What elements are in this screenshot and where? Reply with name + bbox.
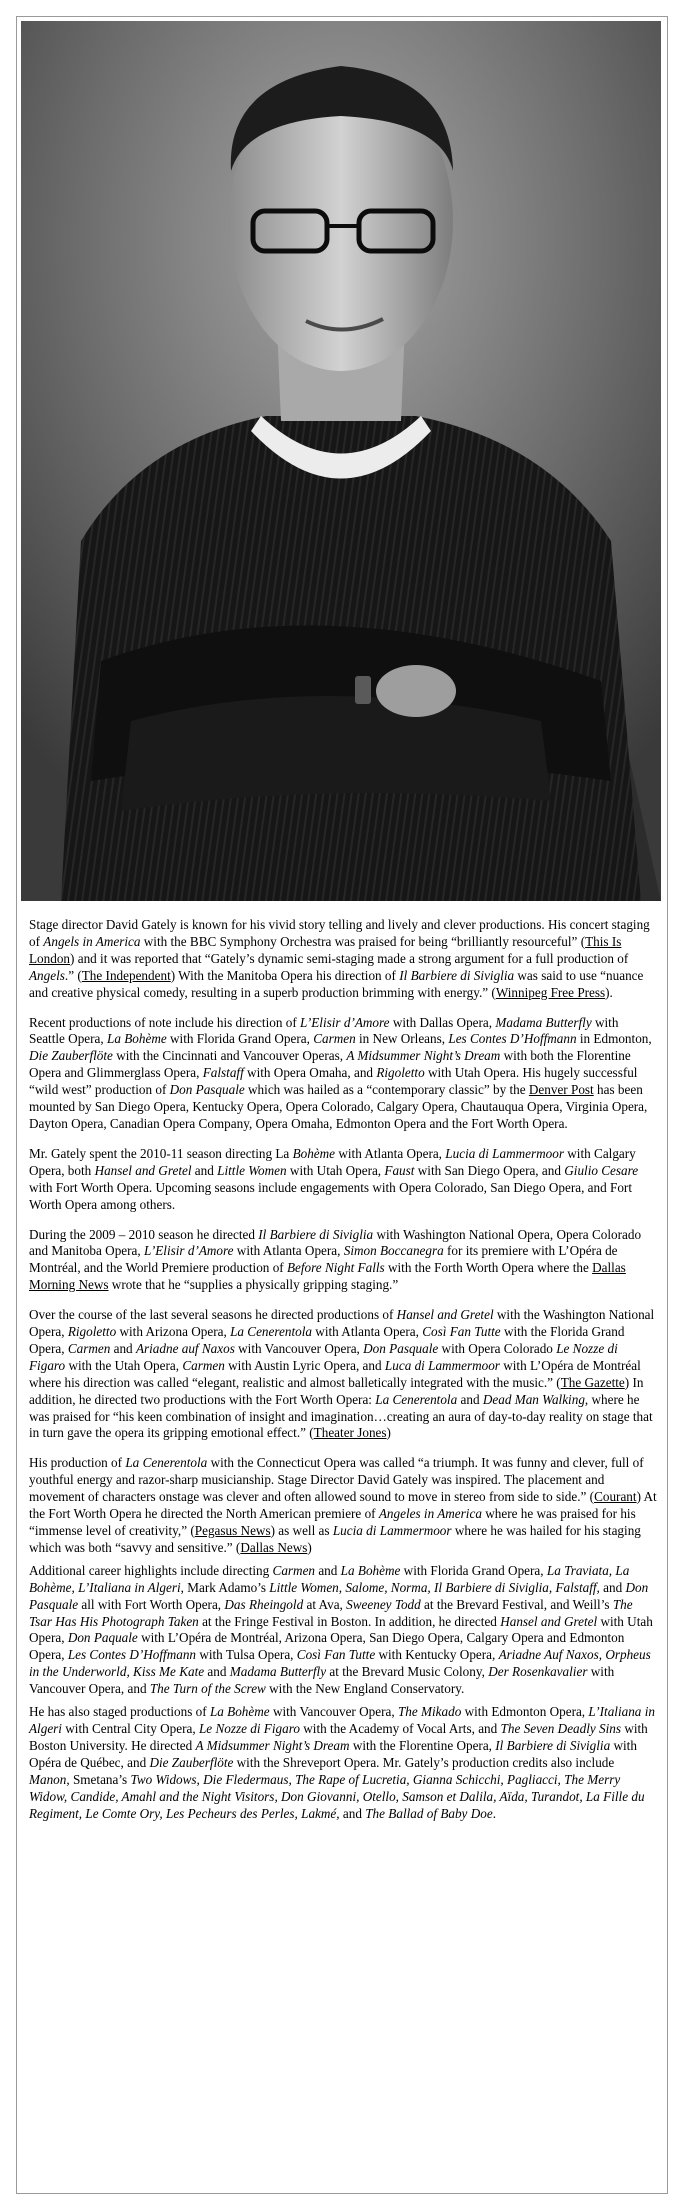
text-run: ) With the Manitoba Opera his direction of [170, 967, 400, 983]
text-run: with Kentucky Opera, [375, 1647, 499, 1663]
text-run: with Calgary Opera, both [29, 1145, 636, 1178]
text-run: and [110, 1340, 136, 1356]
text-run: with both the Florentine Opera and Glimmerglass Opera, [29, 1048, 631, 1081]
source-link[interactable]: Courant [594, 1489, 637, 1505]
text-run: with L’Opéra de Montréal, Arizona Opera, San Diego Opera, Calgary Opera and Edmonton Opera, [29, 1630, 625, 1663]
title-italic: Les Contes D’Hoffmann [448, 1031, 577, 1047]
text-run: at the Brevard Music Colony, [326, 1664, 489, 1680]
text-run: at Ava, [303, 1596, 347, 1612]
title-italic: Il Barbiere di Siviglia [258, 1226, 374, 1242]
text-run: with Tulsa Opera, [196, 1647, 297, 1663]
text-run: with Atlanta Opera, [233, 1243, 344, 1259]
text-run: with Central City Opera, [61, 1720, 199, 1736]
title-italic: Le Nozze di Figaro [29, 1340, 618, 1373]
portrait-illustration [21, 21, 661, 901]
text-run: with Florida Grand Opera, [166, 1031, 314, 1047]
text-run: , Mark Adamo’s [180, 1579, 270, 1595]
text-run: ) At the Fort Worth Opera he directed the North American premiere of [29, 1489, 657, 1522]
title-italic: Faust [384, 1162, 415, 1178]
title-italic: La Cenerentola [125, 1455, 208, 1471]
title-italic: The Seven Deadly Sins [500, 1720, 622, 1736]
text-run: with Fort Worth Opera. Upcoming seasons include engagements with Opera Colorado, San Diego Opera, and Fort Worth Opera among others. [29, 1179, 632, 1212]
text-run: with Austin Lyric Opera, and [224, 1357, 385, 1373]
text-run: Additional career highlights include directing [29, 1562, 273, 1578]
portrait-photo [21, 21, 661, 901]
title-italic: A Midsummer Night’s Dream [195, 1737, 350, 1753]
title-italic: La Bohème [209, 1704, 270, 1720]
text-run: was said to use “nuance and creative physical comedy, resulting in a superb production brimming with energy.” ( [29, 967, 644, 1000]
text-run: in New Orleans, [355, 1031, 449, 1047]
title-italic: L’Elisir d’Amore [144, 1243, 234, 1259]
title-italic: Hansel and Gretel [396, 1307, 494, 1323]
title-italic: La Cenerentola [230, 1324, 312, 1340]
title-italic: Little Women, Salome, Norma, Il Barbiere di Siviglia, Falstaff, [269, 1579, 600, 1595]
bio-paragraph-8 [29, 1704, 657, 1822]
text-run: with Boston University. He directed [29, 1720, 648, 1753]
source-link[interactable]: Theater Jones [313, 1425, 387, 1441]
title-italic: Così Fan Tutte [296, 1647, 376, 1663]
source-link[interactable]: The Gazette [560, 1374, 625, 1390]
bio-paragraph-6 [29, 1455, 657, 1556]
title-italic: Das Rheingold [224, 1596, 304, 1612]
text-run: has been mounted by San Diego Opera, Kentucky Opera, Opera Colorado, Calgary Opera, Chautauqua Opera, Virginia Opera, Dayton Opera, Canadian Opera Company, Opera Omaha, Edmonton Opera and the Fort Worth Opera. [29, 1082, 648, 1131]
bio-paragraph-3 [29, 1146, 657, 1214]
text-run: with L’Opéra de Montréal where his direction was called “elegant, realistic and almost balletically integrated with the music.” ( [29, 1357, 641, 1390]
title-italic: Der Rosenkavalier [488, 1664, 588, 1680]
title-italic: Carmen [67, 1340, 111, 1356]
title-italic: The Mikado [397, 1704, 462, 1720]
title-italic: Madama Butterfly [495, 1014, 592, 1030]
text-run: with the Utah Opera, [65, 1357, 183, 1373]
source-link[interactable]: Pegasus News [194, 1523, 271, 1538]
text-run: where he was hailed for his staging which was both “savvy and sensitive.” ( [29, 1523, 641, 1555]
title-italic: Before Night Falls [286, 1260, 385, 1276]
text-run: with the Washington National Opera, [29, 1307, 655, 1340]
text-run: .” ( [64, 967, 82, 983]
title-italic: Don Pasquale [29, 1579, 649, 1612]
title-italic: Madama Butterfly [229, 1664, 327, 1680]
title-italic: Simon Boccanegra [343, 1243, 444, 1259]
text-run: with Dallas Opera, [389, 1014, 496, 1030]
title-italic: Lucia di Lammermoor [445, 1145, 564, 1161]
title-italic: La Bohème [107, 1031, 167, 1047]
title-italic: Little Women [217, 1162, 287, 1178]
text-run: Mr. Gately spent the 2010-11 season directing La [29, 1145, 293, 1161]
title-italic: Lucia di Lammermoor [332, 1523, 452, 1538]
title-italic: Ariadne auf Naxos [135, 1340, 235, 1356]
text-run: with Seattle Opera, [29, 1014, 619, 1047]
title-italic: Bohème [292, 1145, 336, 1161]
text-run: . [492, 1805, 496, 1821]
text-run: and [315, 1562, 341, 1578]
title-italic: Ariadne Auf Naxos, Orpheus in the Underworld, Kiss Me Kate [29, 1647, 651, 1680]
text-run: , where he was praised for “his keen combination of insight and imagination…creating an aura of day-to-day reality on stage that in turn gave the opera its gripping emotional effect.” ( [29, 1391, 653, 1441]
title-italic: The Turn of the Screw [149, 1681, 266, 1697]
title-italic: Carmen [182, 1357, 225, 1373]
text-run: where he was praised for his “immense level of creativity,” ( [29, 1506, 636, 1538]
title-italic: Dead Man Walking [482, 1391, 585, 1407]
title-italic: Così Fan Tutte [422, 1324, 501, 1340]
text-run: with Opera Colorado [438, 1340, 557, 1356]
title-italic: La Cenerentola [375, 1391, 458, 1407]
text-run: with the Shreveport Opera. Mr. Gately’s production credits also include [233, 1754, 615, 1770]
title-italic: Il Barbiere di Siviglia [495, 1737, 611, 1753]
text-run: with Atlanta Opera, [335, 1145, 446, 1161]
title-italic: Angels in America [43, 933, 141, 949]
title-italic: Carmen [313, 1031, 356, 1047]
source-link[interactable]: Dallas Morning News [29, 1260, 626, 1293]
title-italic: Falstaff [202, 1065, 244, 1081]
text-run: with the Connecticut Opera was called “a triumph. It was funny and clever, full of youthful energy and razor-sharp musicianship. Stage Director David Gately was inspired. The placement and movement of characters onstage was clever and often allowed sound to move in stereo from side to side.” ( [29, 1455, 644, 1505]
title-italic: Hansel and Gretel [94, 1162, 192, 1178]
source-link[interactable]: The Independent [81, 967, 171, 983]
text-run: , Smetana’s [66, 1771, 131, 1787]
text-run: with the Florida Grand Opera, [29, 1324, 625, 1356]
text-run: at the Fringe Festival in Boston. In addition, he directed [198, 1613, 501, 1629]
bio-paragraph-1 [29, 917, 657, 1002]
text-run: ) [386, 1425, 391, 1441]
text-run: ). [605, 984, 613, 1000]
bio-paragraph-4 [29, 1227, 657, 1295]
text-run: with Utah Opera, [29, 1613, 653, 1646]
title-italic: Les Contes D’Hoffmann [67, 1647, 197, 1663]
title-italic: Die Zauberflöte [149, 1754, 234, 1770]
title-italic: Luca di Lammermoor [384, 1357, 500, 1373]
text-run: and [339, 1805, 366, 1821]
title-italic: Carmen [272, 1562, 316, 1578]
source-link[interactable]: Denver Post [528, 1082, 594, 1098]
text-run: Recent productions of note include his direction of [29, 1014, 301, 1030]
title-italic: Rigoletto [376, 1065, 425, 1081]
title-italic: A Midsummer Night’s Dream [346, 1048, 501, 1064]
title-italic: Hansel and Gretel [500, 1613, 598, 1629]
text-run: with Florida Grand Opera, [400, 1562, 547, 1578]
title-italic: La Traviata, La Bohème, L’Italiana in Algeri [29, 1562, 630, 1595]
text-run: with Washington National Opera, Opera Colorado and Manitoba Opera, [29, 1226, 642, 1259]
source-link[interactable]: This Is London [29, 933, 622, 966]
title-italic: La Bohème [340, 1562, 401, 1578]
text-run: with the Academy of Vocal Arts, and [299, 1720, 501, 1736]
title-italic: L’Elisir d’Amore [300, 1014, 390, 1030]
text-run: ) [307, 1539, 312, 1555]
text-run: and [599, 1579, 626, 1595]
biography [29, 917, 657, 1835]
text-run: with Vancouver Opera, [269, 1704, 398, 1720]
text-run: with Opera Omaha, and [243, 1065, 377, 1081]
text-run: with the New England Conservatory. [265, 1681, 465, 1697]
title-italic: Giulio Cesare [564, 1162, 639, 1178]
title-italic: Il Barbiere di Siviglia [399, 967, 515, 983]
text-run: with Arizona Opera, [116, 1324, 231, 1340]
text-run: Over the course of the last several seasons he directed productions of [29, 1307, 397, 1323]
text-run: Stage director David Gately is known for his vivid story telling and lively and clever productions. His concert staging of [29, 917, 650, 949]
text-run: and [457, 1391, 483, 1407]
text-run: and [204, 1664, 230, 1680]
text-run: at the Brevard Festival, and Weill’s [420, 1596, 613, 1612]
title-italic: Rigoletto [67, 1324, 117, 1340]
text-run: ) as well as [270, 1523, 333, 1538]
text-run: ) In addition, he directed two productions with the Fort Worth Opera: [29, 1374, 644, 1407]
text-run: with Opéra de Québec, and [29, 1737, 637, 1770]
text-run: with San Diego Opera, and [414, 1162, 565, 1178]
text-run: which was hailed as a “contemporary classic” by the [244, 1082, 529, 1098]
title-italic: L’Italiana in Algeri [29, 1704, 655, 1736]
text-run: for its premiere with L’Opéra de Montréal, and the World Premiere production of [29, 1243, 618, 1276]
title-italic: Angels [29, 967, 65, 983]
text-run: and [191, 1162, 218, 1178]
text-run: During the 2009 – 2010 season he directed [29, 1226, 259, 1242]
text-run: with the Florentine Opera, [349, 1737, 496, 1753]
title-italic: Manon [29, 1771, 67, 1787]
title-italic: Don Paquale [67, 1630, 138, 1646]
title-italic: Die Zauberflöte [29, 1048, 113, 1064]
bio-paragraph-2 [29, 1015, 657, 1133]
title-italic: Don Pasquale [363, 1340, 439, 1356]
text-run: wrote that he “supplies a physically gripping staging.” [108, 1277, 399, 1293]
title-italic: Angeles in America [378, 1506, 482, 1522]
bio-paragraph-5 [29, 1307, 657, 1442]
title-italic: The Ballad of Baby Doe [365, 1805, 493, 1821]
text-run: in Edmonton, [576, 1031, 652, 1047]
title-italic: Don Pasquale [169, 1082, 245, 1098]
text-run: with the BBC Symphony Orchestra was praised for being “brilliantly resourceful” ( [140, 933, 586, 949]
title-italic: Sweeney Todd [346, 1596, 421, 1612]
page-frame [16, 16, 668, 2194]
text-run: His production of [29, 1455, 126, 1471]
text-run: with Vancouver Opera, [234, 1340, 364, 1356]
title-italic: Le Nozze di Figaro [198, 1720, 300, 1736]
source-link[interactable]: Winnipeg Free Press [495, 984, 606, 1000]
text-run: with Edmonton Opera, [461, 1704, 589, 1720]
text-run: with Vancouver Opera, and [29, 1664, 615, 1697]
text-run: ) and it was reported that “Gately’s dynamic semi-staging made a strong argument for a full production of [70, 950, 629, 966]
text-run: He has also staged productions of [29, 1704, 210, 1720]
text-run: all with Fort Worth Opera, [78, 1596, 225, 1612]
source-link[interactable]: Dallas News [240, 1539, 308, 1555]
text-run: with Utah Opera, [286, 1162, 385, 1178]
text-run: with Atlanta Opera, [312, 1324, 423, 1340]
title-italic: The Tsar Has His Photograph Taken [29, 1596, 633, 1629]
text-run: with the Cincinnati and Vancouver Operas, [112, 1048, 347, 1064]
text-run: with the Forth Worth Opera where the [384, 1260, 593, 1276]
text-run: with Utah Opera. His hugely successful “wild west” production of [29, 1065, 638, 1098]
title-italic: Two Widows, Die Fledermaus, The Rape of Lucretia, Gianna Schicchi, Pagliacci, The Merry Widow, Candide, Amahl and the Night Visitors, Don Giovanni, Otello, Samson et Dalila, Aïda, Turandot, La Fille du Regiment, Le Comte Ory, Les Pecheurs des Perles, Lakmé, [29, 1771, 645, 1821]
bio-paragraph-7 [29, 1563, 657, 1698]
